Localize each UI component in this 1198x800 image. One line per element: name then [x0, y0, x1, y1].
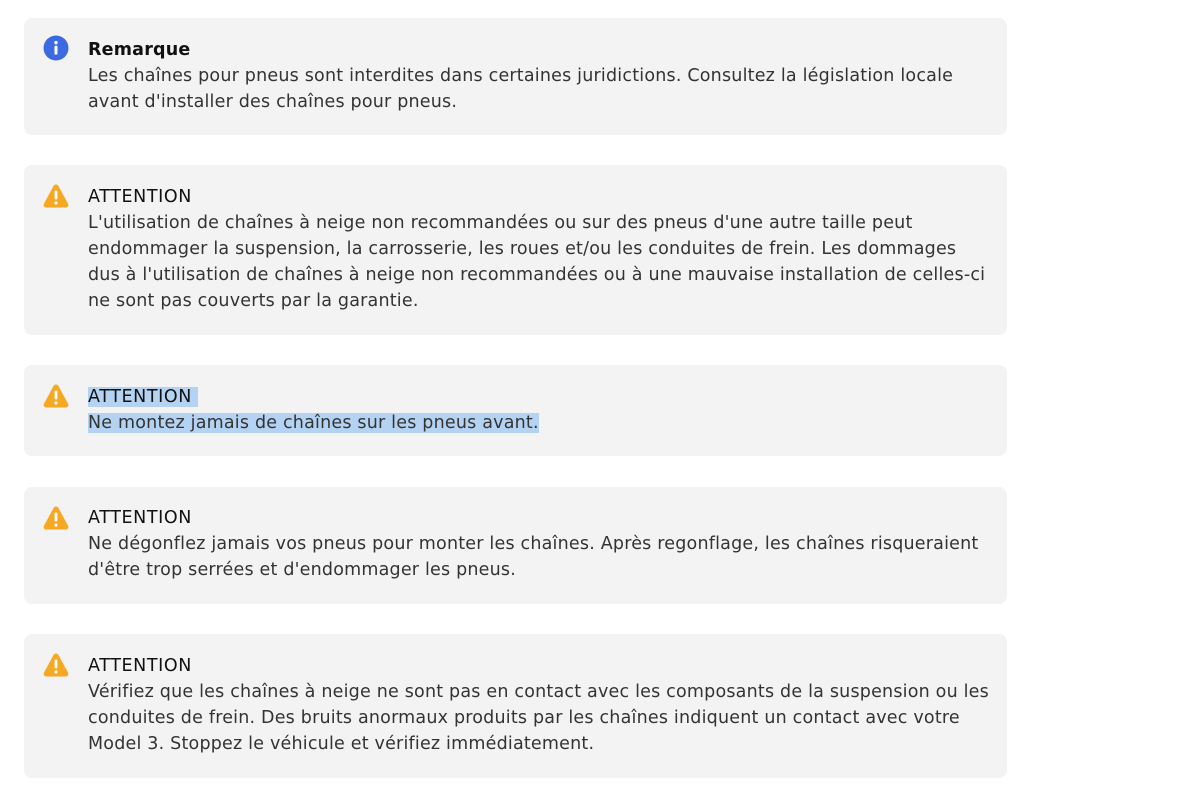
note-callout: [24, 18, 1007, 135]
warning-icon: [43, 183, 69, 209]
callout-body: Vérifiez que les chaînes à neige ne sont pas en contact avec les composants de la suspension ou les conduites de frein. Des bruits anormaux produits par les chaînes indiquent un contact avec votre Model 3. Stoppez le véhicule et vérifiez immédiatement.: [88, 682, 989, 754]
warning-callout: [24, 165, 1007, 335]
callout-body: Ne dégonflez jamais vos pneus pour monter les chaînes. Après regonflage, les chaînes risqueraient d'être trop serrées et d'endommager les pneus.: [88, 534, 979, 580]
warning-callout: [24, 365, 1007, 456]
warning-icon: [43, 652, 69, 678]
warning-callout: [24, 634, 1007, 778]
info-icon: [43, 35, 69, 61]
warning-callout: [24, 487, 1007, 604]
callout-title-row: [88, 384, 991, 410]
callout-title[interactable]: ATTENTION: [88, 387, 198, 407]
warning-icon: [43, 505, 69, 531]
callout-title: Remarque: [88, 40, 191, 60]
callout-title: ATTENTION: [88, 187, 192, 207]
callout-body[interactable]: Ne montez jamais de chaînes sur les pneus avant.: [88, 413, 539, 433]
callout-body: Les chaînes pour pneus sont interdites dans certaines juridictions. Consultez la législation locale avant d'installer des chaînes pour pneus.: [88, 66, 954, 112]
callout-title: ATTENTION: [88, 656, 192, 676]
warning-icon: [43, 383, 69, 409]
callout-body-row: [88, 410, 991, 436]
callout-body: L'utilisation de chaînes à neige non recommandées ou sur des pneus d'une autre taille peut endommager la suspension, la carrosserie, les roues et/ou les conduites de frein. Les dommages dus à l'utilisation de chaînes à neige non recommandées ou à une mauvaise installation de celles-ci ne sont pas couverts par la garantie.: [88, 213, 986, 311]
callout-title: ATTENTION: [88, 508, 192, 528]
